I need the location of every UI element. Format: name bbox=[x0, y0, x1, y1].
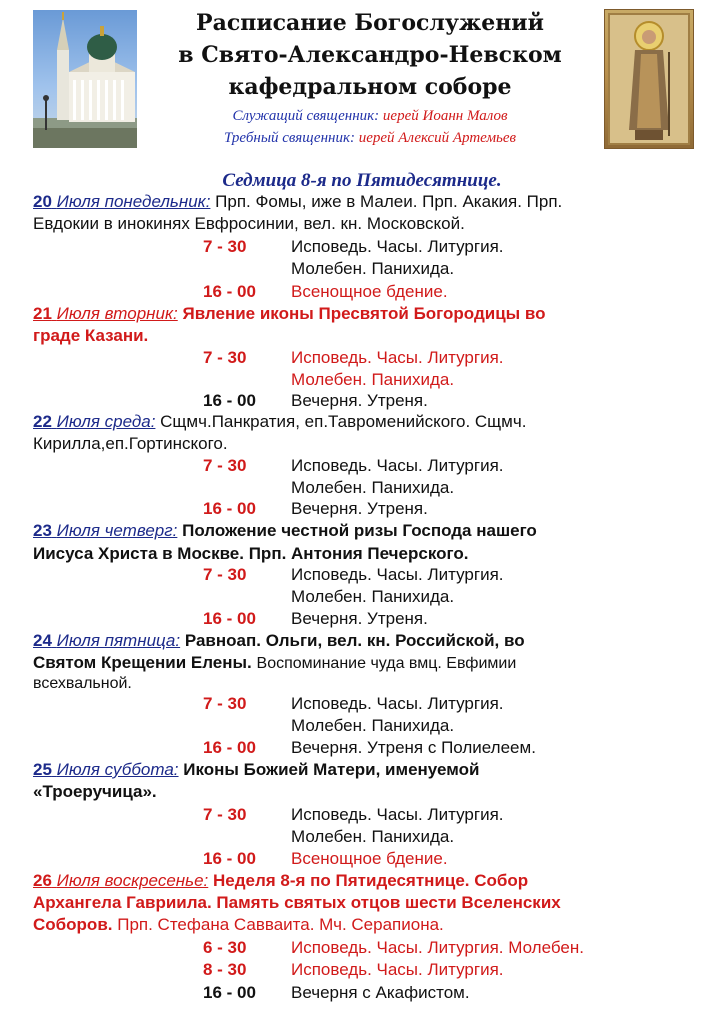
page-title-line-1: Расписание Богослужений bbox=[196, 10, 544, 36]
service-text: Молебен. Панихида. bbox=[291, 716, 455, 735]
service-text: Молебен. Панихида. bbox=[291, 370, 455, 389]
requests-priest-name: иерей Алексий Артемьев bbox=[358, 130, 517, 146]
service-text: Исповедь. Часы. Литургия. bbox=[291, 960, 504, 979]
serving-priest-role: Служащий священник: bbox=[232, 108, 380, 124]
service-time: 16 - 00 bbox=[203, 609, 256, 628]
day-24-desc-2: Святом Крещении Елены. Воспоминание чуда вмц. Евфимии bbox=[33, 653, 517, 672]
requests-priest-line bbox=[145, 127, 595, 149]
day-22-date: 22 Июля среда: bbox=[33, 412, 156, 431]
cathedral-photo bbox=[33, 10, 137, 148]
day-20-header bbox=[33, 191, 713, 213]
service-time: 16 - 00 bbox=[203, 282, 256, 301]
day-20-date: 20 Июля понедельник: bbox=[33, 192, 211, 211]
day-26-desc-3: Соборов. Прп. Стефана Савваита. Мч. Серапиона. bbox=[33, 915, 444, 934]
service-text: Исповедь. Часы. Литургия. bbox=[291, 805, 504, 824]
week-title: Седмица 8-я по Пятидесятнице. bbox=[222, 170, 502, 191]
service-text: Исповедь. Часы. Литургия. Молебен. bbox=[291, 938, 584, 957]
day-21-header bbox=[33, 303, 713, 325]
service-text: Всенощное бдение. bbox=[291, 282, 448, 301]
day-21-desc-2: граде Казани. bbox=[33, 326, 149, 345]
page-title-line-2: в Свято-Александро-Невском bbox=[178, 42, 562, 68]
service-text: Молебен. Панихида. bbox=[291, 587, 455, 606]
service-text: Молебен. Панихида. bbox=[291, 259, 455, 278]
serving-priest-line bbox=[145, 105, 595, 127]
saint-icon-image bbox=[604, 9, 694, 149]
day-24-date: 24 Июля пятница: bbox=[33, 631, 181, 650]
service-time: 16 - 00 bbox=[203, 983, 256, 1002]
service-text: Молебен. Панихида. bbox=[291, 827, 455, 846]
service-text: Всенощное бдение. bbox=[291, 849, 448, 868]
service-time: 7 - 30 bbox=[203, 694, 247, 713]
service-text: Вечерня. Утреня. bbox=[291, 391, 428, 410]
day-21-feast: Явление иконы Пресвятой Богородицы во bbox=[182, 304, 546, 323]
service-time: 16 - 00 bbox=[203, 391, 256, 410]
day-25-date: 25 Июля суббота: bbox=[33, 760, 179, 779]
day-23-desc-2: Иисуса Христа в Москве. Прп. Антония Печерского. bbox=[33, 544, 469, 563]
day-26-date: 26 Июля воскресенье: bbox=[33, 871, 209, 890]
service-text: Вечерня с Акафистом. bbox=[291, 983, 470, 1002]
service-text: Вечерня. Утреня. bbox=[291, 499, 428, 518]
serving-priest-name: иерей Иоанн Малов bbox=[382, 108, 508, 124]
service-time: 7 - 30 bbox=[203, 805, 247, 824]
day-25-desc-2: «Троеручица». bbox=[33, 782, 157, 801]
service-text: Вечерня. Утреня. bbox=[291, 609, 428, 628]
day-25-header bbox=[33, 759, 713, 781]
service-text: Исповедь. Часы. Литургия. bbox=[291, 694, 504, 713]
day-22-desc: Сщмч.Панкратия, еп.Тавроменийского. Сщмч. bbox=[160, 412, 527, 431]
day-24-header bbox=[33, 630, 713, 652]
day-22-desc-2: Кирилла,еп.Гортинского. bbox=[33, 434, 228, 453]
service-time: 16 - 00 bbox=[203, 849, 256, 868]
day-22-header bbox=[33, 411, 713, 433]
day-23-header bbox=[33, 520, 713, 542]
service-text: Исповедь. Часы. Литургия. bbox=[291, 237, 504, 256]
day-24-feast: Равноап. Ольги, вел. кн. Российской, во bbox=[184, 631, 525, 650]
day-26-desc-2: Архангела Гавриила. Память святых отцов шести Вселенских bbox=[33, 893, 561, 912]
service-text: Молебен. Панихида. bbox=[291, 478, 455, 497]
service-text: Исповедь. Часы. Литургия. bbox=[291, 565, 504, 584]
service-time: 7 - 30 bbox=[203, 237, 247, 256]
service-text: Исповедь. Часы. Литургия. bbox=[291, 456, 504, 475]
day-25-feast: Иконы Божией Матери, именуемой bbox=[183, 760, 480, 779]
service-time: 16 - 00 bbox=[203, 499, 256, 518]
service-text: Вечерня. Утреня с Полиелеем. bbox=[291, 738, 536, 757]
day-24-desc-3: всехвальной. bbox=[33, 675, 132, 692]
service-time: 7 - 30 bbox=[203, 348, 247, 367]
day-26-header bbox=[33, 870, 713, 892]
service-time: 6 - 30 bbox=[203, 938, 247, 957]
day-23-date: 23 Июля четверг: bbox=[33, 521, 178, 540]
day-20-desc: Прп. Фомы, иже в Малеи. Прп. Акакия. Прп. bbox=[215, 192, 563, 211]
service-time: 7 - 30 bbox=[203, 456, 247, 475]
page-title-line-3: кафедральном соборе bbox=[228, 74, 512, 100]
day-23-feast: Положение честной ризы Господа нашего bbox=[182, 521, 537, 540]
service-time: 7 - 30 bbox=[203, 565, 247, 584]
day-20-desc-2: Евдокии в инокинях Евфросинии, вел. кн. Московской. bbox=[33, 214, 465, 233]
day-26-feast: Неделя 8-я по Пятидесятнице. Собор bbox=[212, 871, 529, 890]
day-21-date: 21 Июля вторник: bbox=[33, 304, 178, 323]
service-time: 8 - 30 bbox=[203, 960, 247, 979]
service-time: 16 - 00 bbox=[203, 738, 256, 757]
requests-priest-role: Требный священник: bbox=[223, 130, 355, 146]
service-text: Исповедь. Часы. Литургия. bbox=[291, 348, 504, 367]
